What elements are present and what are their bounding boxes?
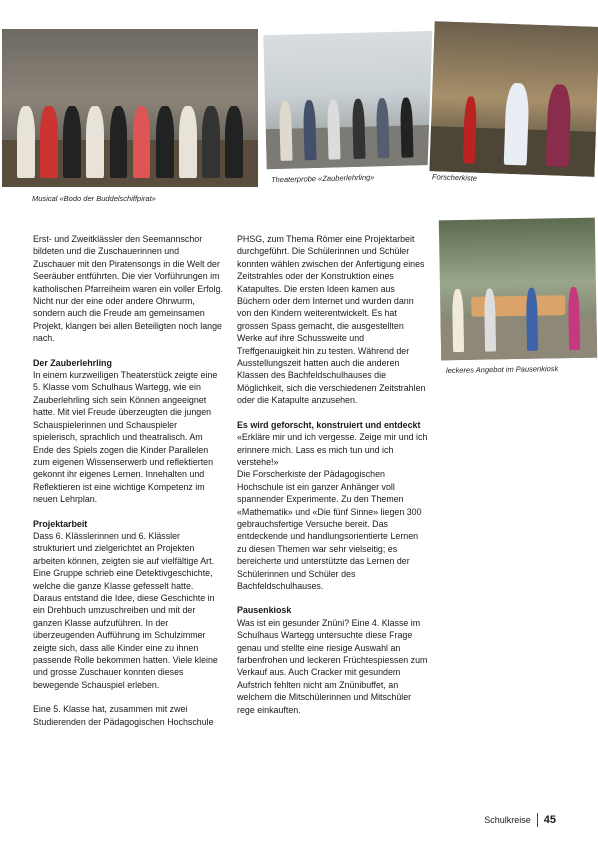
paragraph: Die Forscherkiste der Pädagogischen Hochschule ist ein ganzer Anhänger voll spannender Experimente. Zu den Themen «Mathematik» und «Die fünf Sinne» liegen 300 gebrauchsfertige Versuche bereit. Das entdeckende und handlungsorientierte Lernen zu diesen Themen war sehr vielseitig; es bereicherte und unterstützte das Lernen der Schülerinnen und Schüler des Bachfeldschulhauses.	[237, 469, 422, 591]
photo-musical	[2, 29, 258, 187]
photo-forscherkiste	[427, 19, 598, 179]
heading-pausenkiosk: Pausenkiosk	[237, 605, 292, 616]
heading-zauberlehrling: Der Zauberlehrling	[33, 357, 112, 368]
caption-forscherkiste: Forscherkiste	[431, 172, 478, 183]
paragraph: Erst- und Zweitklässler den Seemannschor bildeten und die Zuschauerinnen und Zuschauer mit den Piratensongs in die Welt der Seeräuber entführten. Die vier Vorführungen im katholischen Pfarreiheim waren ein voller Erfolg. Nicht nur der eine oder andere Ohrwurm, sondern auch die Freude am gemeinsamen Projekt, klangen bei allen Beteiligten noch lange nach.	[33, 234, 223, 344]
text-column-left	[33, 233, 223, 728]
page-number: 45	[543, 814, 556, 826]
heading-forschung: Es wird geforscht, konstruiert und entdeckt	[237, 419, 421, 430]
paragraph: Eine 5. Klasse hat, zusammen mit zwei Studierenden der Pädagogischen Hochschule	[33, 704, 214, 727]
text-column-right	[237, 233, 429, 716]
page-footer	[484, 813, 556, 827]
section-name: Schulkreise	[484, 815, 531, 825]
photo-theaterprobe	[263, 31, 439, 169]
photo-pausenkiosk	[439, 218, 597, 361]
caption-theaterprobe: Theaterprobe «Zauberlehrling»	[270, 172, 375, 185]
heading-projektarbeit: Projektarbeit	[33, 518, 88, 529]
caption-pausenkiosk: leckeres Angebot im Pausenkiosk	[445, 364, 559, 375]
paragraph: Dass 6. Klässlerinnen und 6. Klässler strukturiert und zielgerichtet an Projekten arbeiten können, zeigten sie auf vielfältige Art. Eine Gruppe schrieb eine Detektivgeschichte, welche die ganze Klasse gefesselt hatte. Daraus entstand die Idee, diese Geschichte in ein Drehbuch umzuschreiben und mit der ganzen Klasse aufzuführen. In der überzeugenden Aufführung im Schulzimmer zeigte sich, dass alle Kinder eine zu ihnen passende Rolle bekommen hatten. Viele kleine und grosse Zuschauer konnten dieses bewegende Schauspiel erleben.	[33, 530, 218, 690]
paragraph: In einem kurzweiligen Theaterstück zeigte eine 5. Klasse vom Schulhaus Wartegg, wie ein Zauberlehrling sich sein Können angeeignet hatte. Mit viel Freude überzeugten die jungen Schauspielerinnen und Schauspieler spielerisch, sprachlich und theatralisch. Am Ende des Spiels zogen die Kinder Parallelen zum eigenen Wissenserwerb und reflektierten gekonnt ihr eigenes Lernen. Innehalten und Reflektieren ist eine wichtige Kompetenz im neuen Lehrplan.	[33, 370, 218, 505]
paragraph: Was ist ein gesunder Znüni? Eine 4. Klasse im Schulhaus Wartegg untersuchte diese Frage genau und stellte eine riesige Auswahl an farbenfrohen und leckeren Früchtespiessen zum Verkauf aus. Auch Cracker mit gesundem Aufstrich fehlten nicht am Znünibuffet, an welchem die Mitschülerinnen und Mitschüler rege einkauften.	[237, 617, 428, 715]
paragraph: PHSG, zum Thema Römer eine Projektarbeit durchgeführt. Die Schülerinnen und Schüler konnten wählen zwischen der Anfertigung eines Zeitstrahles oder der Konstruktion eines Katapultes. Die ersten Ideen kamen aus Büchern oder dem Internet und wurden dann von den Kindern weiterentwickelt. Es hat grossen Spass gemacht, die ausgestellten Werke auf ihre Schussweite und Treffgenauigkeit hin zu testen. Während der Ausstellungszeit hatten auch die anderen Klassen des Bachfeldschulhauses die Möglichkeit, sich die verschiedenen Zeitstrahlen oder die Katapulte anzusehen.	[237, 234, 426, 406]
paragraph: «Erkläre mir und ich vergesse. Zeige mir und ich erinnere mich. Lass es mich tun und ich verstehe!»	[237, 432, 428, 467]
caption-musical: Musical «Bodo der Buddelschiffpirat»	[32, 194, 156, 203]
footer-divider	[537, 813, 538, 827]
